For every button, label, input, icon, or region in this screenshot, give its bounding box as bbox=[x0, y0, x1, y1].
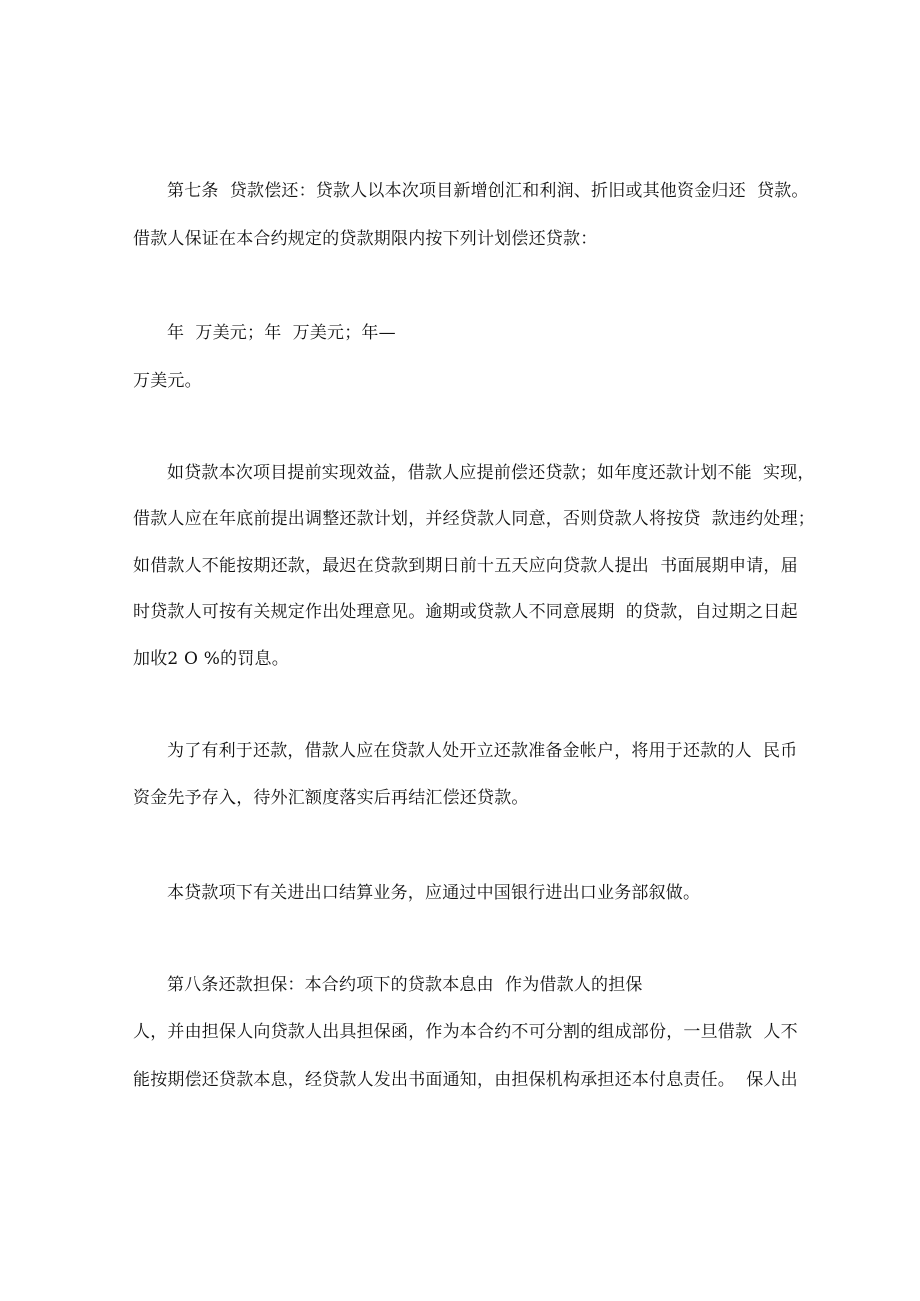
article7-line-1: 第七条 贷款偿还：贷款人以本次项目新增创汇和利润、折旧或其他资金归还 贷款。 bbox=[167, 181, 809, 201]
article8-line-2: 人，并由担保人向贷款人出具担保函，作为本合约不可分割的组成部份，一旦借款 人不 bbox=[133, 1022, 798, 1042]
schedule-line-1: 年 万美元；年 万美元；年— bbox=[167, 323, 396, 343]
early-repayment-line-2: 借款人应在年底前提出调整还款计划，并经贷款人同意，否则贷款人将按贷 款违约处理； bbox=[133, 509, 816, 529]
reserve-account-line-2: 资金先予存入，待外汇额度落实后再结汇偿还贷款。 bbox=[133, 788, 529, 808]
reserve-account-line-1: 为了有利于还款，借款人应在贷款人处开立还款准备金帐户，将用于还款的人 民币 bbox=[167, 741, 798, 761]
settlement-line-1: 本贷款项下有关进出口结算业务，应通过中国银行进出口业务部叙做。 bbox=[167, 883, 701, 903]
early-repayment-line-3: 如借款人不能按期还款，最迟在贷款到期日前十五天应向贷款人提出 书面展期申请，届 bbox=[133, 556, 798, 576]
early-repayment-line-4: 时贷款人可按有关规定作出处理意见。逾期或贷款人不同意展期 的贷款，自过期之日起 bbox=[133, 602, 798, 622]
article7-line-2: 借款人保证在本合约规定的贷款期限内按下列计划偿还贷款： bbox=[133, 229, 598, 249]
article8-line-1: 第八条还款担保：本合约项下的贷款本息由 作为借款人的担保 bbox=[167, 975, 643, 995]
early-repayment-line-1: 如贷款本次项目提前实现效益，借款人应提前偿还贷款；如年度还款计划不能 实现， bbox=[167, 463, 815, 483]
early-repayment-line-5: 加收2 O %的罚息。 bbox=[133, 649, 289, 669]
schedule-line-2: 万美元。 bbox=[133, 371, 202, 391]
article8-line-3: 能按期偿还贷款本息，经贷款人发出书面通知，由担保机构承担还本付息责任。 保人出 bbox=[133, 1070, 798, 1090]
